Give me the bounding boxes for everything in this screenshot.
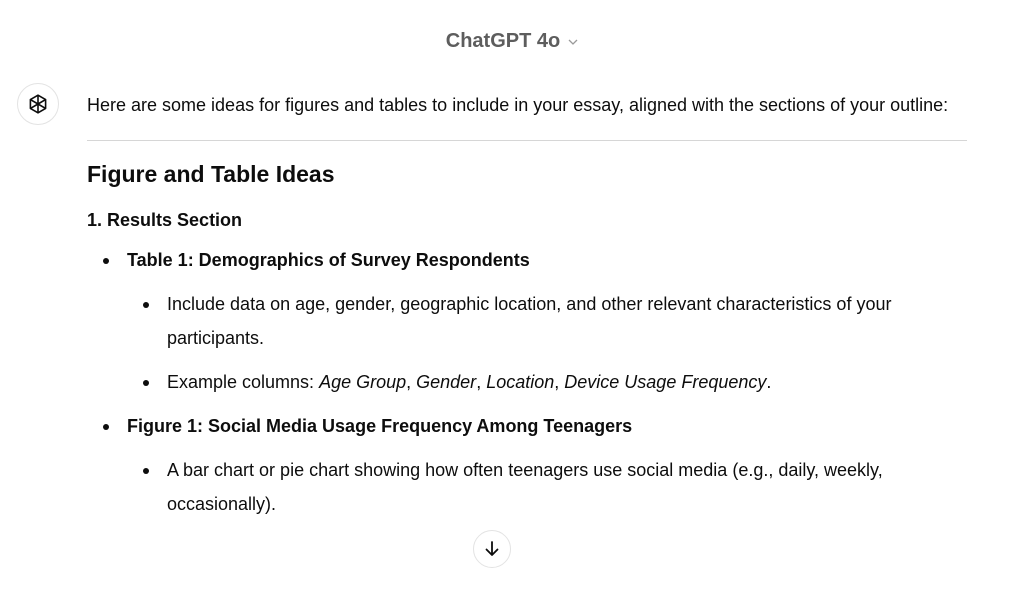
model-name: ChatGPT 4o <box>445 30 561 52</box>
list-item-table1 <box>87 243 967 399</box>
arrow-down-icon <box>483 540 501 558</box>
column-gender: Gender <box>416 372 477 392</box>
table1-bullet-2-prefix: Example columns: <box>167 372 320 392</box>
figure1-title: Figure 1: Social Media Usage Frequency Among Teenagers <box>127 416 633 436</box>
message-intro: Here are some ideas for figures and tables to include in your essay, aligned with the sections of your outline: <box>87 95 949 115</box>
terminator: . <box>766 372 772 392</box>
separator: , <box>476 372 487 392</box>
assistant-message <box>87 88 967 531</box>
figure1-bullet-1: A bar chart or pie chart showing how often teenagers use social media (e.g., daily, weekly, occasionally). <box>167 460 883 514</box>
list-item <box>127 365 967 399</box>
column-location: Location <box>486 372 555 392</box>
openai-logo-icon <box>26 92 50 116</box>
column-device-usage: Device Usage Frequency <box>564 372 767 392</box>
model-selector[interactable] <box>446 30 578 53</box>
column-age-group: Age Group <box>319 372 407 392</box>
table1-bullet-1: Include data on age, gender, geographic location, and other relevant characteristics of your participants. <box>167 294 892 348</box>
divider <box>87 140 967 141</box>
separator: , <box>554 372 565 392</box>
assistant-avatar <box>17 83 59 125</box>
chevron-down-icon <box>568 37 578 47</box>
list-item <box>127 287 967 355</box>
ideas-list <box>87 243 967 521</box>
scroll-to-bottom-button[interactable] <box>473 530 511 568</box>
figure1-sublist <box>127 453 967 521</box>
chat-header <box>0 30 1024 53</box>
table1-title: Table 1: Demographics of Survey Respondents <box>127 250 530 270</box>
list-item-figure1 <box>87 409 967 521</box>
table1-sublist <box>127 287 967 399</box>
separator: , <box>406 372 417 392</box>
list-item <box>127 453 967 521</box>
section-heading: Figure and Table Ideas <box>87 161 335 187</box>
subsection-heading: 1. Results Section <box>87 210 243 230</box>
